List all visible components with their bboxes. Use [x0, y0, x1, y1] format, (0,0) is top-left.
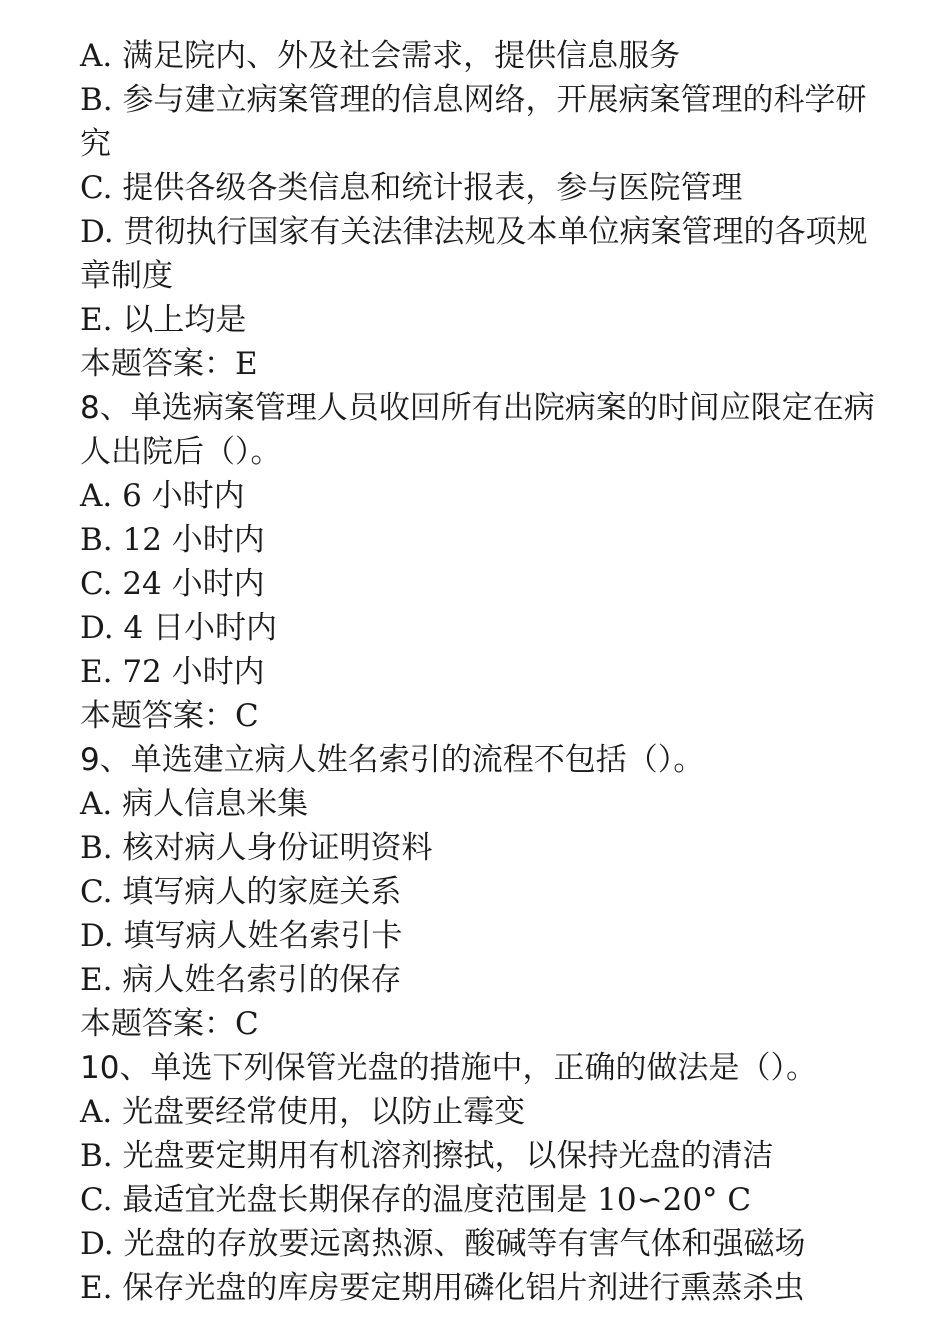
option-d: D. 贯彻执行国家有关法律法规及本单位病案管理的各项规章制度	[80, 214, 868, 294]
option-e: E. 72 小时内	[80, 654, 265, 690]
question-8-block	[80, 386, 880, 738]
option-d: D. 填写病人姓名索引卡	[80, 918, 403, 954]
option-e: E. 以上均是	[80, 302, 247, 338]
option-c: C. 最适宜光盘长期保存的温度范围是 10∽20° C	[80, 1182, 752, 1218]
question-9-block	[80, 738, 880, 1046]
option-b: B. 12 小时内	[80, 522, 265, 558]
question-text: 9、单选建立病人姓名索引的流程不包括（）。	[80, 742, 705, 778]
option-a: A. 满足院内、外及社会需求，提供信息服务	[80, 38, 681, 74]
option-e: E. 保存光盘的库房要定期用磷化铝片剂进行熏蒸杀虫	[80, 1270, 805, 1306]
option-c: C. 填写病人的家庭关系	[80, 874, 402, 910]
option-a: A. 病人信息米集	[80, 786, 309, 822]
question-7-block	[80, 34, 880, 386]
question-10-block	[80, 1046, 880, 1310]
option-d: D. 4 日小时内	[80, 610, 278, 646]
answer-text: 本题答案：E	[80, 346, 258, 382]
option-e: E. 病人姓名索引的保存	[80, 962, 402, 998]
option-c: C. 提供各级各类信息和统计报表，参与医院管理	[80, 170, 743, 206]
answer-text: 本题答案：C	[80, 698, 259, 734]
option-a: A. 光盘要经常使用，以防止霉变	[80, 1094, 526, 1130]
option-b: B. 参与建立病案管理的信息网络，开展病案管理的科学研究	[80, 82, 867, 162]
option-a: A. 6 小时内	[80, 478, 245, 514]
option-d: D. 光盘的存放要远离热源、酸碱等有害气体和强磁场	[80, 1226, 806, 1262]
answer-text: 本题答案：C	[80, 1006, 259, 1042]
option-b: B. 核对病人身份证明资料	[80, 830, 433, 866]
question-text: 10、单选下列保管光盘的措施中，正确的做法是（）。	[80, 1050, 817, 1086]
document-page	[80, 34, 880, 1310]
option-b: B. 光盘要定期用有机溶剂擦拭，以保持光盘的清洁	[80, 1138, 774, 1174]
question-text: 8、单选病案管理人员收回所有出院病案的时间应限定在病人出院后（）。	[80, 390, 875, 470]
option-c: C. 24 小时内	[80, 566, 265, 602]
